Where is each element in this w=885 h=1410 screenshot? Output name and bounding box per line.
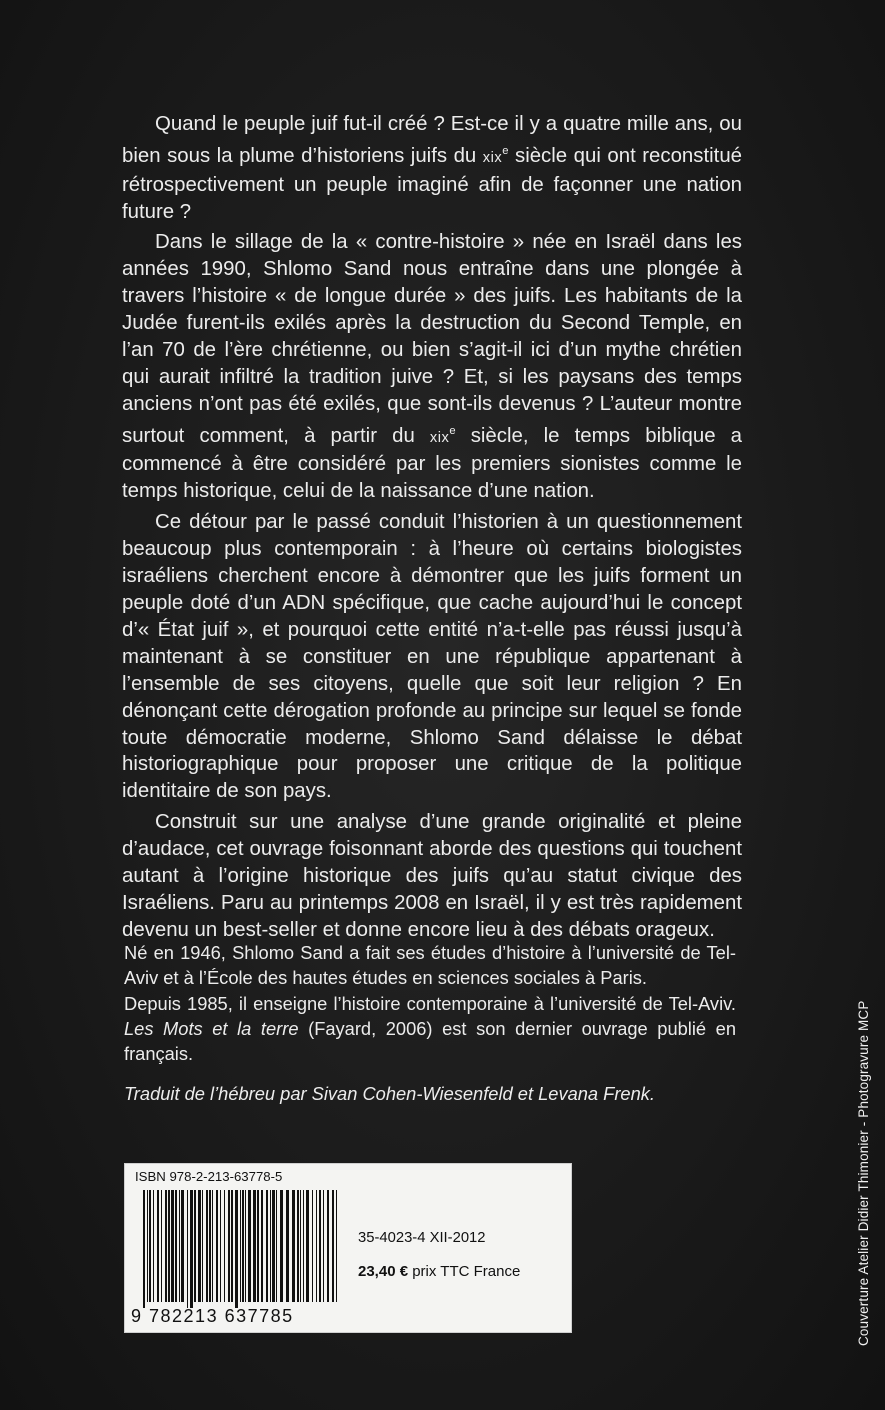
barcode-bar	[245, 1190, 246, 1302]
reference-code: 35-4023-4 XII-2012	[358, 1230, 486, 1246]
barcode-bar	[336, 1190, 337, 1302]
barcode-digits: 9 782213 637785	[131, 1306, 294, 1326]
barcode-bar	[179, 1190, 180, 1302]
barcode-bar	[228, 1190, 230, 1302]
barcode-bar	[157, 1190, 159, 1302]
paragraph-4: Construit sur une analyse d’une grande originalité et pleine d’audace, cet ouvrage foisonnant aborde des questions qui touchent autant à l’origine historique des juifs qu’au statut civique des Israéliens. Paru au printemps 2008 en Israël, il y est très rapidement devenu un best-seller et donne encore lieu à des débats orageux.	[122, 811, 742, 941]
bio-line-3: Les Mots et la terre (Fayard, 2006) est son dernier ouvrage publié en français.	[124, 1017, 736, 1065]
barcode-bar	[231, 1190, 233, 1302]
barcode-bar	[212, 1190, 213, 1302]
bio-line-1: Né en 1946, Shlomo Sand a fait ses études d’histoire à l’université de Tel-Aviv et à l’École des hautes études en sciences sociales à Paris.	[124, 942, 736, 989]
bio-line-2: Depuis 1985, il enseigne l’histoire contemporaine à l’université de Tel-Aviv.	[124, 992, 736, 1014]
barcode-bar	[319, 1190, 321, 1302]
paragraph-3: Ce détour par le passé conduit l’historien à un questionnement beaucoup plus contemporain : à l’heure où certains biologistes israéliens cherchent encore à démontrer que les juifs forment un peuple doté d’un ADN spécifique, que cache aujourd’hui le concept d’« État juif », et pourquoi cette entité n’a-t-elle pas réussi jusqu’à maintenant à se constituer en une république appartenant à l’ensemble de ses citoyens, quelle que soit leur religion ? En dénonçant cette dérogation profonde au principe sur lequel se fonde toute démocratie moderne, Shlomo Sand délaisse le débat historiographique pour proposer une critique de la politique identitaire de son pays.	[122, 511, 742, 803]
barcode-bar	[300, 1190, 301, 1302]
barcode-bar	[149, 1190, 151, 1302]
barcode-bar	[280, 1190, 283, 1302]
barcode-bar	[224, 1190, 225, 1302]
author-bio	[124, 940, 736, 1066]
barcode-bar	[168, 1190, 170, 1302]
paragraph-2: Dans le sillage de la « contre-histoire » née en Israël dans les années 1990, Shlomo Sand nous entraîne dans une plongée à travers l’histoire « de longue durée » des juifs. Les habitants de la Judée furent-ils exilés après la destruction du Second Temple, en l’an 70 de l’ère chrétienne, ou bien s’agit-il ici d’un mythe chrétien qui aurait infiltré la tradition juive ? Et, si les paysans des temps anciens n’ont pas été exilés, que sont-ils devenus ? L’auteur montre surtout comment, à partir du xix$^e$ siècle, le temps biblique a commencé à être considéré par les premiers sionistes comme le temps historique, celui de la naissance d’une nation.	[122, 231, 742, 503]
isbn-label: ISBN 978-2-213-63778-5	[135, 1169, 283, 1184]
barcode-bar	[240, 1190, 241, 1302]
barcode-bar	[171, 1190, 174, 1302]
barcode-bar	[190, 1190, 193, 1308]
price-label: 23,40 € prix TTC France	[358, 1263, 521, 1280]
barcode-bar	[316, 1190, 317, 1302]
barcode-bar	[297, 1190, 299, 1302]
barcode-bar	[209, 1190, 211, 1302]
price-value: 23,40 €	[358, 1263, 409, 1280]
book-title: Les Mots et la terre	[124, 1017, 299, 1039]
barcode-bar	[235, 1190, 238, 1308]
barcode-icon	[143, 1190, 343, 1310]
barcode-bar	[266, 1190, 268, 1302]
barcode-bar	[220, 1190, 221, 1302]
paragraph-1: Quand le peuple juif fut-il créé ? Est-ce il y a quatre mille ans, ou bien sous la plume d’historiens juifs du xix$^e$ siècle qui ont reconstitué rétrospectivement un peuple imaginé afin de façonner une nation future ?	[122, 113, 742, 223]
barcode-bar	[161, 1190, 162, 1302]
barcode-bar	[332, 1190, 334, 1302]
barcode-bar	[306, 1190, 309, 1302]
barcode-bar	[147, 1190, 148, 1302]
barcode-bar	[187, 1190, 188, 1308]
barcode-bar	[206, 1190, 208, 1302]
barcode-bar	[253, 1190, 256, 1302]
barcode-bar	[216, 1190, 218, 1302]
barcode-bar	[327, 1190, 329, 1302]
barcode-bar	[261, 1190, 263, 1302]
barcode-bar	[181, 1190, 184, 1302]
barcode-bar	[257, 1190, 259, 1302]
barcode-bar	[292, 1190, 295, 1302]
barcode-bar	[165, 1190, 167, 1302]
barcode-bar	[198, 1190, 201, 1302]
barcode-bar	[143, 1190, 145, 1308]
cover-credit: Couverture Atelier Didier Thimonier - Photogravure MCP	[856, 1000, 871, 1346]
barcode-bar	[272, 1190, 275, 1302]
translator-credit: Traduit de l’hébreu par Sivan Cohen-Wiesenfeld et Levana Frenk.	[124, 1083, 655, 1104]
barcode-bar	[303, 1190, 304, 1302]
barcode-bar	[323, 1190, 324, 1302]
barcode-bar	[248, 1190, 251, 1302]
barcode-bar	[175, 1190, 177, 1302]
barcode-bar	[286, 1190, 289, 1302]
barcode-bar	[153, 1190, 154, 1302]
barcode-bar	[242, 1190, 244, 1302]
barcode-bar	[312, 1190, 313, 1302]
back-cover-text	[122, 111, 742, 948]
barcode-bar	[194, 1190, 196, 1302]
barcode-bar	[270, 1190, 271, 1302]
barcode-bar	[276, 1190, 277, 1302]
barcode-panel	[124, 1163, 572, 1333]
barcode-bar	[202, 1190, 203, 1302]
